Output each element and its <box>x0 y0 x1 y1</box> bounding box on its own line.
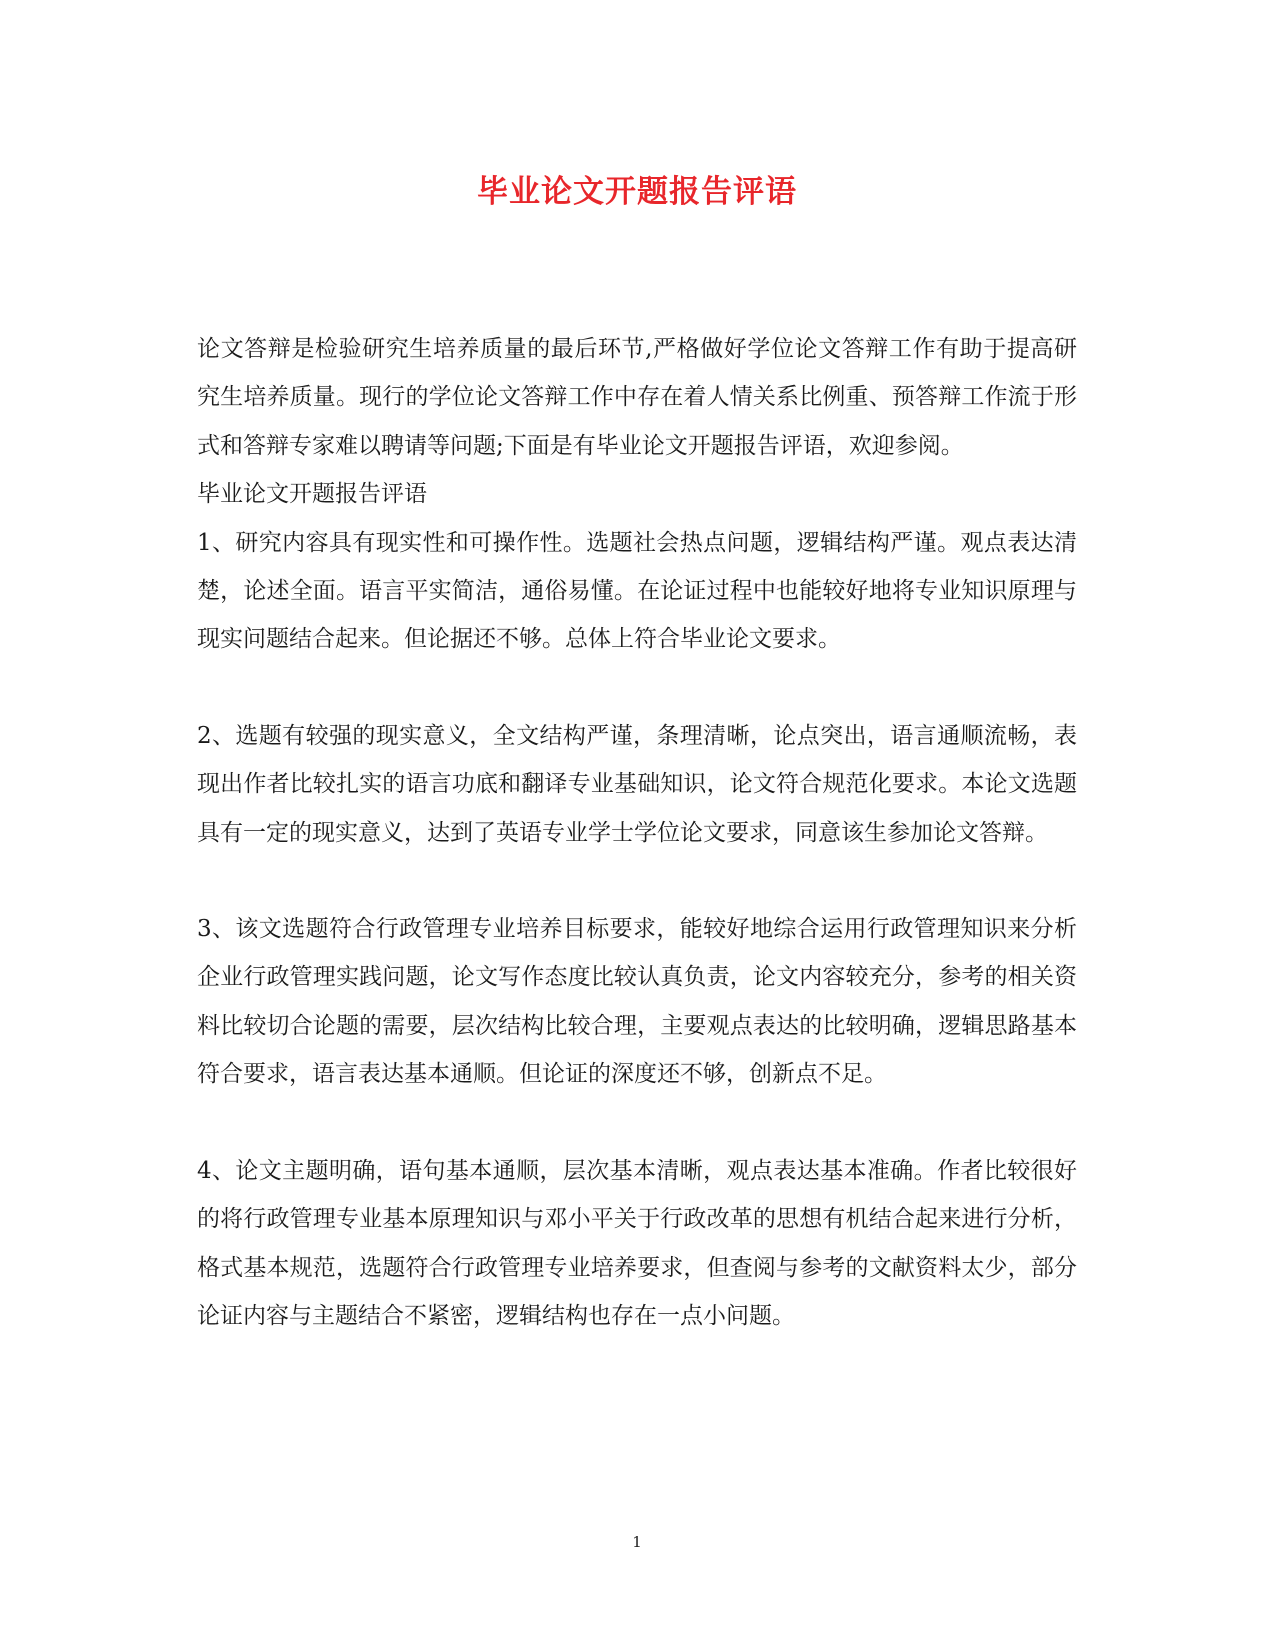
paragraph-spacer <box>197 664 1077 712</box>
paragraph-spacer <box>197 857 1077 905</box>
comment-paragraph-3: 3、该文选题符合行政管理专业培养目标要求，能较好地综合运用行政管理知识来分析企业行政管理实践问题，论文写作态度比较认真负责，论文内容较充分，参考的相关资料比较切合论题的需要，层次结构比较合理，主要观点表达的比较明确，逻辑思路基本符合要求，语言表达基本通顺。但论证的深度还不够，创新点不足。 <box>197 916 1077 1088</box>
document-title: 毕业论文开题报告评语 <box>477 174 797 210</box>
comment-paragraph-1: 1、研究内容具有现实性和可操作性。选题社会热点问题，逻辑结构严谨。观点表达清楚，论述全面。语言平实简洁，通俗易懂。在论证过程中也能较好地将专业知识原理与现实问题结合起来。但论据还不够。总体上符合毕业论文要求。 <box>197 529 1077 653</box>
subheading: 毕业论文开题报告评语 <box>197 481 427 508</box>
document-body <box>197 325 1077 1340</box>
comment-paragraph-4: 4、论文主题明确，语句基本通顺，层次基本清晰，观点表达基本准确。作者比较很好的将行政管理专业基本原理知识与邓小平关于行政改革的思想有机结合起来进行分析，格式基本规范，选题符合行政管理专业培养要求，但查阅与参考的文献资料太少，部分论证内容与主题结合不紧密，逻辑结构也存在一点小问题。 <box>197 1157 1077 1329</box>
page-number: 1 <box>632 1533 642 1551</box>
comment-paragraph-2: 2、选题有较强的现实意义，全文结构严谨，条理清晰，论点突出，语言通顺流畅，表现出作者比较扎实的语言功底和翻译专业基础知识，论文符合规范化要求。本论文选题具有一定的现实意义，达到了英语专业学士学位论文要求，同意该生参加论文答辩。 <box>197 722 1077 846</box>
intro-paragraph: 论文答辩是检验研究生培养质量的最后环节,严格做好学位论文答辩工作有助于提高研究生培养质量。现行的学位论文答辩工作中存在着人情关系比例重、预答辩工作流于形式和答辩专家难以聘请等问题;下面是有毕业论文开题报告评语，欢迎参阅。 <box>197 336 1077 459</box>
paragraph-spacer <box>197 1099 1077 1147</box>
